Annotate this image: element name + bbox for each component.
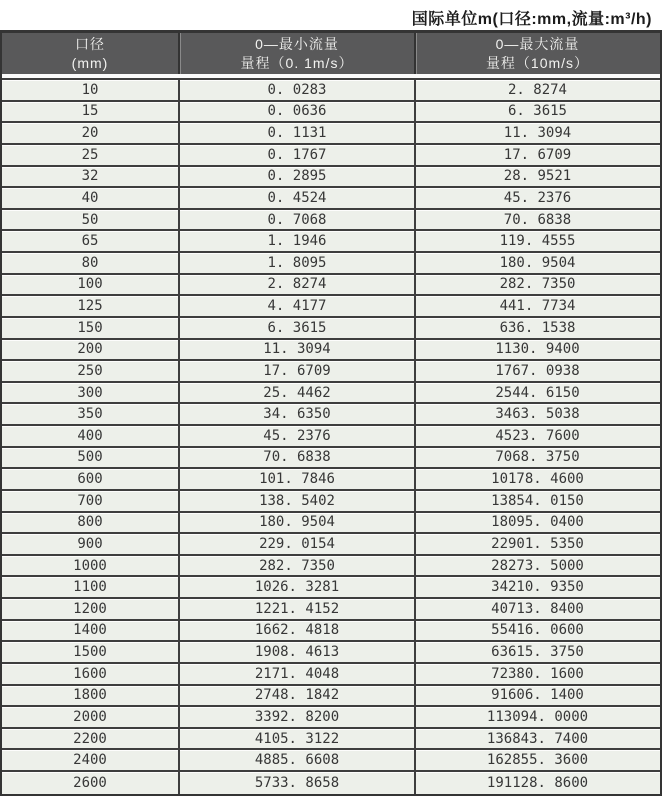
diameter-cell: 400 xyxy=(77,427,103,444)
min-flow-cell: 0. 0283 xyxy=(178,80,414,100)
diameter-cell: 200 xyxy=(77,341,103,358)
min-flow-cell: 70. 6838 xyxy=(178,448,414,468)
min-flow-cell: 34. 6350 xyxy=(178,404,414,424)
table-row xyxy=(2,513,660,535)
max-flow-cell: 13854. 0150 xyxy=(414,491,659,511)
max-flow-cell: 4523. 7600 xyxy=(414,426,659,446)
min-flow-cell: 0. 1767 xyxy=(178,145,414,165)
header-diameter-line2: (mm) xyxy=(71,54,109,71)
table-row xyxy=(2,448,660,470)
header-min-flow xyxy=(178,33,414,74)
max-flow-cell: 17. 6709 xyxy=(414,145,659,165)
diameter-cell: 80 xyxy=(81,254,99,271)
table-row xyxy=(2,404,660,426)
table-row xyxy=(2,750,660,772)
table-row xyxy=(2,707,660,729)
diameter-cell: 65 xyxy=(81,233,99,250)
min-flow-cell: 2171. 4048 xyxy=(178,664,414,684)
table-row xyxy=(2,642,660,664)
table-row xyxy=(2,534,660,556)
max-flow-cell: 191128. 8600 xyxy=(414,772,659,794)
diameter-cell: 2000 xyxy=(73,708,107,725)
min-flow-cell: 3392. 8200 xyxy=(178,707,414,727)
diameter-cell: 1500 xyxy=(73,644,107,661)
max-flow-cell: 72380. 1600 xyxy=(414,664,659,684)
min-flow-cell: 1. 1946 xyxy=(178,231,414,251)
table-header xyxy=(2,33,660,78)
header-min-flow-line2: 量程（0. 1m/s） xyxy=(240,54,354,71)
table-row xyxy=(2,664,660,686)
max-flow-cell: 113094. 0000 xyxy=(414,707,659,727)
page-title: 国际单位m(口径:mm,流量:m³/h) xyxy=(411,11,652,28)
table-row xyxy=(2,729,660,751)
table-row xyxy=(2,318,660,340)
max-flow-cell: 282. 7350 xyxy=(414,275,659,295)
max-flow-cell: 10178. 4600 xyxy=(414,469,659,489)
min-flow-cell: 25. 4462 xyxy=(178,383,414,403)
diameter-cell: 800 xyxy=(77,514,103,531)
max-flow-cell: 11. 3094 xyxy=(414,123,659,143)
min-flow-cell: 0. 4524 xyxy=(178,188,414,208)
table-row xyxy=(2,491,660,513)
diameter-cell: 10 xyxy=(81,81,99,98)
diameter-cell: 900 xyxy=(77,535,103,552)
max-flow-cell: 45. 2376 xyxy=(414,188,659,208)
table-row xyxy=(2,772,660,794)
max-flow-cell: 63615. 3750 xyxy=(414,642,659,662)
max-flow-cell: 2544. 6150 xyxy=(414,383,659,403)
max-flow-cell: 28. 9521 xyxy=(414,167,659,187)
max-flow-cell: 28273. 5000 xyxy=(414,556,659,576)
min-flow-cell: 1662. 4818 xyxy=(178,621,414,641)
min-flow-cell: 11. 3094 xyxy=(178,340,414,360)
diameter-cell: 20 xyxy=(81,125,99,142)
min-flow-cell: 2748. 1842 xyxy=(178,686,414,706)
min-flow-cell: 1908. 4613 xyxy=(178,642,414,662)
table-row xyxy=(2,145,660,167)
min-flow-cell: 0. 1131 xyxy=(178,123,414,143)
max-flow-cell: 1130. 9400 xyxy=(414,340,659,360)
diameter-cell: 1600 xyxy=(73,665,107,682)
min-flow-cell: 229. 0154 xyxy=(178,534,414,554)
table-body xyxy=(2,78,660,794)
max-flow-cell: 6. 3615 xyxy=(414,102,659,122)
diameter-cell: 700 xyxy=(77,492,103,509)
max-flow-cell: 70. 6838 xyxy=(414,210,659,230)
diameter-cell: 350 xyxy=(77,406,103,423)
table-row xyxy=(2,275,660,297)
table-row xyxy=(2,80,660,102)
min-flow-cell: 4. 4177 xyxy=(178,296,414,316)
min-flow-cell: 138. 5402 xyxy=(178,491,414,511)
min-flow-cell: 1. 8095 xyxy=(178,253,414,273)
max-flow-cell: 3463. 5038 xyxy=(414,404,659,424)
diameter-cell: 2600 xyxy=(73,774,107,791)
flow-range-table xyxy=(0,30,662,796)
header-diameter xyxy=(2,33,178,74)
max-flow-cell: 441. 7734 xyxy=(414,296,659,316)
diameter-cell: 2200 xyxy=(73,730,107,747)
diameter-cell: 2400 xyxy=(73,752,107,769)
table-row xyxy=(2,102,660,124)
max-flow-cell: 7068. 3750 xyxy=(414,448,659,468)
diameter-cell: 40 xyxy=(81,189,99,206)
table-row xyxy=(2,188,660,210)
min-flow-cell: 0. 0636 xyxy=(178,102,414,122)
min-flow-cell: 1026. 3281 xyxy=(178,577,414,597)
diameter-cell: 600 xyxy=(77,471,103,488)
diameter-cell: 1000 xyxy=(73,557,107,574)
table-row xyxy=(2,231,660,253)
min-flow-cell: 45. 2376 xyxy=(178,426,414,446)
diameter-cell: 500 xyxy=(77,449,103,466)
diameter-cell: 32 xyxy=(81,168,99,185)
max-flow-cell: 2. 8274 xyxy=(414,80,659,100)
min-flow-cell: 17. 6709 xyxy=(178,361,414,381)
header-max-flow-line2: 量程（10m/s） xyxy=(485,54,590,71)
table-row xyxy=(2,210,660,232)
table-row xyxy=(2,296,660,318)
table-row xyxy=(2,686,660,708)
min-flow-cell: 5733. 8658 xyxy=(178,772,414,794)
diameter-cell: 25 xyxy=(81,146,99,163)
max-flow-cell: 119. 4555 xyxy=(414,231,659,251)
diameter-cell: 150 xyxy=(77,319,103,336)
min-flow-cell: 0. 7068 xyxy=(178,210,414,230)
max-flow-cell: 40713. 8400 xyxy=(414,599,659,619)
diameter-cell: 1800 xyxy=(73,687,107,704)
diameter-cell: 15 xyxy=(81,103,99,120)
table-row xyxy=(2,340,660,362)
diameter-cell: 1400 xyxy=(73,622,107,639)
table-row xyxy=(2,599,660,621)
table-row xyxy=(2,123,660,145)
header-min-flow-line1: 0—最小流量 xyxy=(255,36,339,53)
min-flow-cell: 282. 7350 xyxy=(178,556,414,576)
min-flow-cell: 4885. 6608 xyxy=(178,750,414,770)
max-flow-cell: 91606. 1400 xyxy=(414,686,659,706)
diameter-cell: 50 xyxy=(81,211,99,228)
table-row xyxy=(2,426,660,448)
table-row xyxy=(2,469,660,491)
diameter-cell: 1200 xyxy=(73,600,107,617)
max-flow-cell: 1767. 0938 xyxy=(414,361,659,381)
diameter-cell: 250 xyxy=(77,362,103,379)
max-flow-cell: 18095. 0400 xyxy=(414,513,659,533)
table-row xyxy=(2,383,660,405)
min-flow-cell: 180. 9504 xyxy=(178,513,414,533)
min-flow-cell: 1221. 4152 xyxy=(178,599,414,619)
max-flow-cell: 22901. 5350 xyxy=(414,534,659,554)
table-row xyxy=(2,361,660,383)
min-flow-cell: 4105. 3122 xyxy=(178,729,414,749)
diameter-cell: 300 xyxy=(77,384,103,401)
min-flow-cell: 2. 8274 xyxy=(178,275,414,295)
min-flow-cell: 0. 2895 xyxy=(178,167,414,187)
min-flow-cell: 6. 3615 xyxy=(178,318,414,338)
max-flow-cell: 55416. 0600 xyxy=(414,621,659,641)
table-row xyxy=(2,253,660,275)
max-flow-cell: 136843. 7400 xyxy=(414,729,659,749)
diameter-cell: 100 xyxy=(77,276,103,293)
table-row xyxy=(2,167,660,189)
table-row xyxy=(2,577,660,599)
table-row xyxy=(2,621,660,643)
max-flow-cell: 162855. 3600 xyxy=(414,750,659,770)
max-flow-cell: 180. 9504 xyxy=(414,253,659,273)
diameter-cell: 1100 xyxy=(73,579,107,596)
min-flow-cell: 101. 7846 xyxy=(178,469,414,489)
max-flow-cell: 636. 1538 xyxy=(414,318,659,338)
header-diameter-line1: 口径 xyxy=(75,36,105,53)
max-flow-cell: 34210. 9350 xyxy=(414,577,659,597)
table-row xyxy=(2,556,660,578)
diameter-cell: 125 xyxy=(77,298,103,315)
header-max-flow-line1: 0—最大流量 xyxy=(495,36,580,53)
header-max-flow xyxy=(414,33,659,74)
